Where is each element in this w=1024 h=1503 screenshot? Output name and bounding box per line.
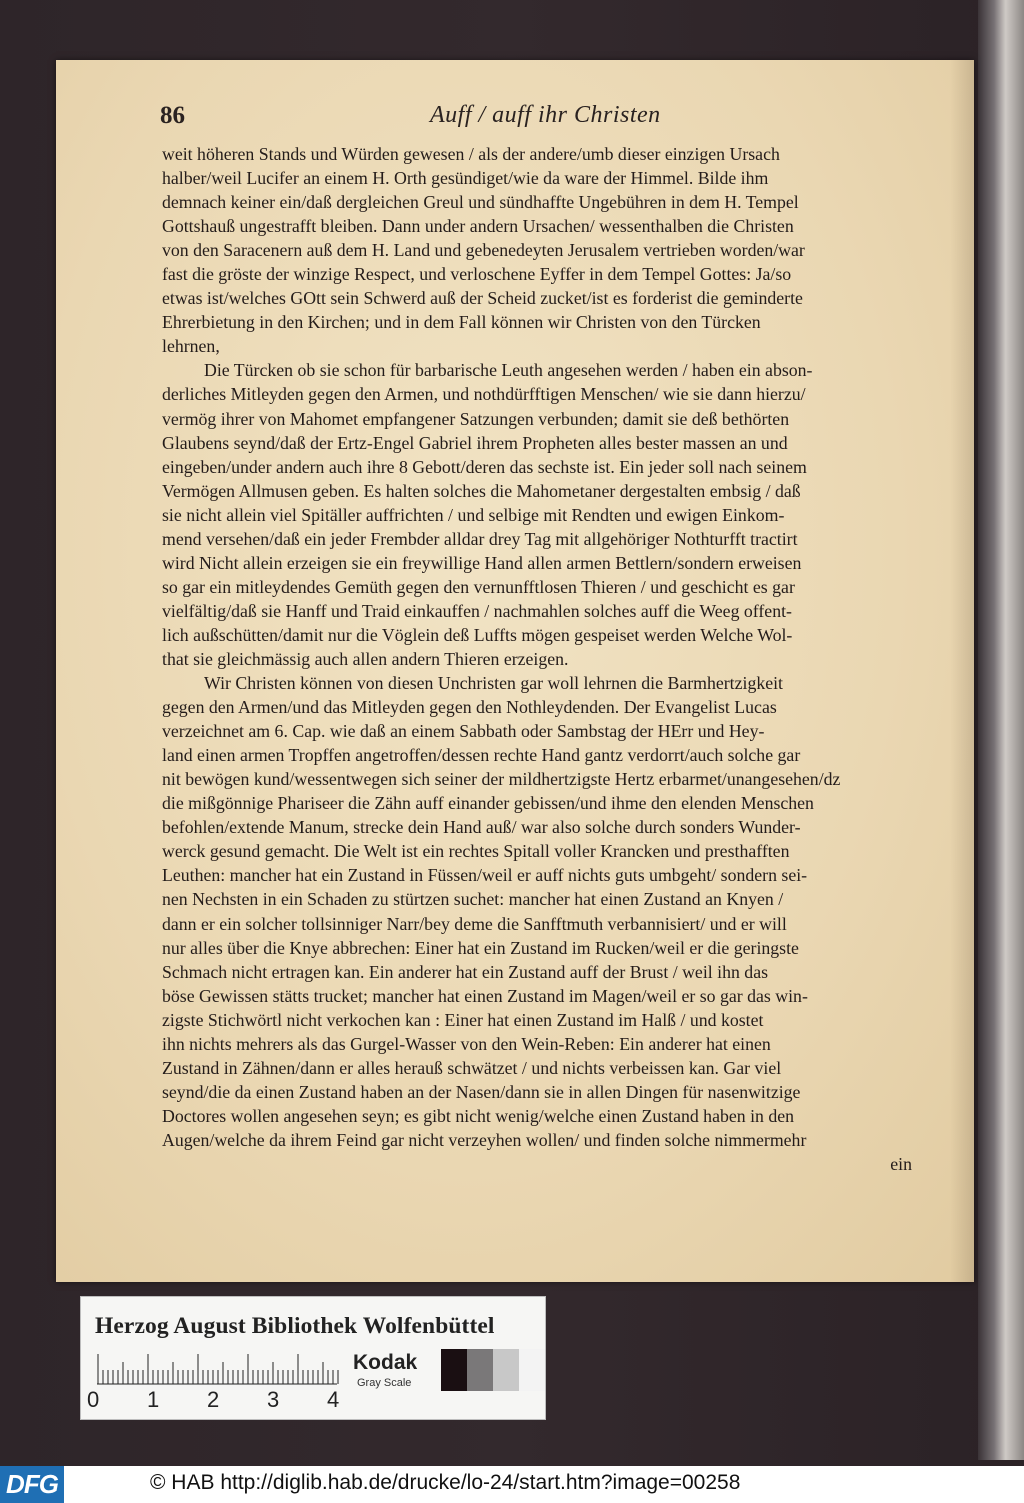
ruler-label: 3 xyxy=(267,1387,280,1412)
text-line: derliches Mitleyden gegen den Armen, und nothdürfftigen Menschen/ wie sie dann hierzu/ xyxy=(162,384,806,405)
text-line: ihn nichts mehrers als das Gurgel-Wasser von den Wein-Reben: Ein anderer hat einen xyxy=(162,1033,771,1054)
library-title: Herzog August Bibliothek Wolfenbüttel xyxy=(95,1313,495,1339)
page-number: 86 xyxy=(160,102,185,129)
text-line: gegen den Armen/und das Mitleyden gegen den Nothleydenden. Der Evangelist Lucas xyxy=(162,697,777,718)
text-line: so gar ein mitleydendes Gemüth gegen den vernunfftlosen Thieren / und geschicht es gar xyxy=(162,576,795,597)
text-line: Die Türcken ob sie schon für barbarische Leuth angesehen werden / haben ein abson- xyxy=(204,360,813,381)
text-line: mend versehen/daß ein jeder Frembder alldar drey Tag mit allgehöriger Nothturfft tractirt xyxy=(162,528,798,549)
color-reference-card xyxy=(80,1296,546,1420)
text-line: lich außschütten/damit nur die Vöglein deß Luffts mögen gespeiset werden Welche Wol- xyxy=(162,624,793,645)
text-line: von den Saracenern auß dem H. Land und gebenedeyten Jerusalem vertrieben worden/war xyxy=(162,240,805,261)
text-line: weit höheren Stands und Würden gewesen / als der andere/umb dieser einzigen Ursach xyxy=(162,144,780,164)
text-line: Zustand in Zähnen/dann er alles herauß schwätzet / und nichts verbeissen kan. Gar viel xyxy=(162,1057,782,1078)
text-line: dann er ein solcher tollsinniger Narr/bey deme die Sanfftmuth verbannisiert/ und er will xyxy=(162,913,787,934)
dfg-logo: DFG xyxy=(0,1466,64,1503)
kodak-label: Kodak xyxy=(353,1351,418,1374)
text-line: Wir Christen können von diesen Unchristen gar woll lehrnen die Barmhertzigkeit xyxy=(204,673,783,694)
running-head-title: Auff / auff ihr Christen xyxy=(430,102,661,128)
text-line: eingeben/under andern auch ihre 8 Gebott/deren das sechste ist. Ein jeder soll nach seinem xyxy=(162,456,807,477)
text-line: zigste Stichwörtl nicht verkochen kan : Einer hat einen Zustand im Halß / und kostet xyxy=(162,1009,764,1030)
text-line: halber/weil Lucifer an einem H. Orth gesündiget/wie da ware der Himmel. Bilde ihm xyxy=(162,168,769,189)
ruler-label: 2 xyxy=(207,1387,220,1412)
text-line: vermög ihrer von Mahomet empfangener Satzungen verbunden; damit sie deß bethörten xyxy=(162,408,790,429)
footer-bar xyxy=(0,1466,1024,1503)
ruler-label: 4 xyxy=(327,1387,340,1412)
text-line: Ehrerbietung in den Kirchen; und in dem Fall können wir Christen von den Türcken xyxy=(162,312,761,333)
gray-patch xyxy=(441,1349,467,1391)
text-line: die mißgönnige Phariseer die Zähn auff einander gebissen/und ihme den elenden Menschen xyxy=(162,793,814,814)
text-line: etwas ist/welches GOtt sein Schwerd auß der Scheid zucket/ist es forderist die geminderte xyxy=(162,288,803,309)
text-line: sie nicht allein viel Spitäller auffrichten / und selbige mit Rendten und ewigen Einkom- xyxy=(162,504,785,525)
copyright-credit: © HAB http://diglib.hab.de/drucke/lo-24/start.htm?image=00258 xyxy=(150,1471,741,1494)
gray-patch xyxy=(519,1349,545,1391)
text-line: nur alles über die Knye abbrechen: Einer hat ein Zustand im Rucken/weil er die geringste xyxy=(162,937,799,958)
text-line: wird Nicht allein erzeigen sie ein freywillige Hand allen armen Bettlern/sondern erweisen xyxy=(162,552,802,573)
text-line: that sie gleichmässig auch allen andern Thieren erzeigen. xyxy=(162,648,569,669)
text-line: Glaubens seynd/daß der Ertz-Engel Gabriel ihrem Propheten alles bester massen an und xyxy=(162,432,788,453)
text-line: Schmach nicht ertragen kan. Ein anderer hat ein Zustand auff der Brust / weil ihn das xyxy=(162,961,769,982)
text-line: Leuthen: mancher hat ein Zustand in Füssen/weil er auff nichts guts umbgeht/ sondern sei- xyxy=(162,865,808,886)
book-page xyxy=(56,60,974,1282)
ruler-label: 1 xyxy=(147,1387,160,1412)
text-line: böse Gewissen stätts trucket; mancher hat einen Zustand im Magen/weil er so gar das win- xyxy=(162,985,808,1006)
gutter-shadow xyxy=(950,60,974,1282)
kodak-sublabel: Gray Scale xyxy=(357,1377,412,1389)
text-line: land einen armen Tropffen angetroffen/dessen rechte Hand gantz verdorrt/auch solche gar xyxy=(162,745,801,766)
gray-patch xyxy=(493,1349,519,1391)
text-line: demnach keiner ein/daß dergleichen Greul und sündhaffte Ungebühren in dem H. Tempel xyxy=(162,192,799,213)
text-line: befohlen/extende Manum, strecke dein Hand auß/ war also solche durch sonders Wunder- xyxy=(162,817,801,838)
book-edge xyxy=(978,0,1024,1460)
body-text xyxy=(162,142,912,1176)
ruler-label: 0 xyxy=(87,1387,100,1412)
text-line: nen Nechsten in ein Schaden zu stürtzen suchet: mancher hat einen Zustand an Knyen / xyxy=(162,889,784,910)
measurement-ruler xyxy=(97,1353,349,1385)
text-line: seynd/die da einen Zustand haben an der Nasen/dann sie in allen Dingen für nasenwitzige xyxy=(162,1081,801,1102)
text-line: Vermögen Allmusen geben. Es halten solches die Mahometaner dergestalten embsig / daß xyxy=(162,480,801,501)
text-line: werck gesund gemacht. Die Welt ist ein rechtes Spitall voller Krancken und presthafften xyxy=(162,841,790,862)
text-line: fast die gröste der winzige Respect, und verloschene Eyffer in dem Tempel Gottes: Ja/so xyxy=(162,264,792,285)
text-line: vielfältig/daß sie Hanff und Traid einkauffen / nachmahlen solches auff die Weeg offent- xyxy=(162,600,792,621)
text-line: Doctores wollen angesehen seyn; es gibt nicht wenig/welche einen Zustand haben in den xyxy=(162,1105,795,1126)
text-line: verzeichnet am 6. Cap. wie daß an einem Sabbath oder Sambstag der HErr und Hey- xyxy=(162,721,765,742)
text-line: nit bewögen kund/wessentwegen sich seiner der mildhertzigste Hertz erbarmet/unangesehen/dz xyxy=(162,769,841,790)
text-line: Augen/welche da ihrem Feind gar nicht verzeyhen wollen/ und finden solche nimmermehr xyxy=(162,1129,807,1150)
gray-patch xyxy=(467,1349,493,1391)
catchword: ein xyxy=(890,1153,912,1174)
text-line: lehrnen, xyxy=(162,336,220,357)
ruler-labels xyxy=(87,1387,367,1413)
text-line: Gottshauß ungestrafft bleiben. Dann under andern Ursachen/ wessenthalben die Christen xyxy=(162,216,794,237)
running-head xyxy=(160,102,920,136)
